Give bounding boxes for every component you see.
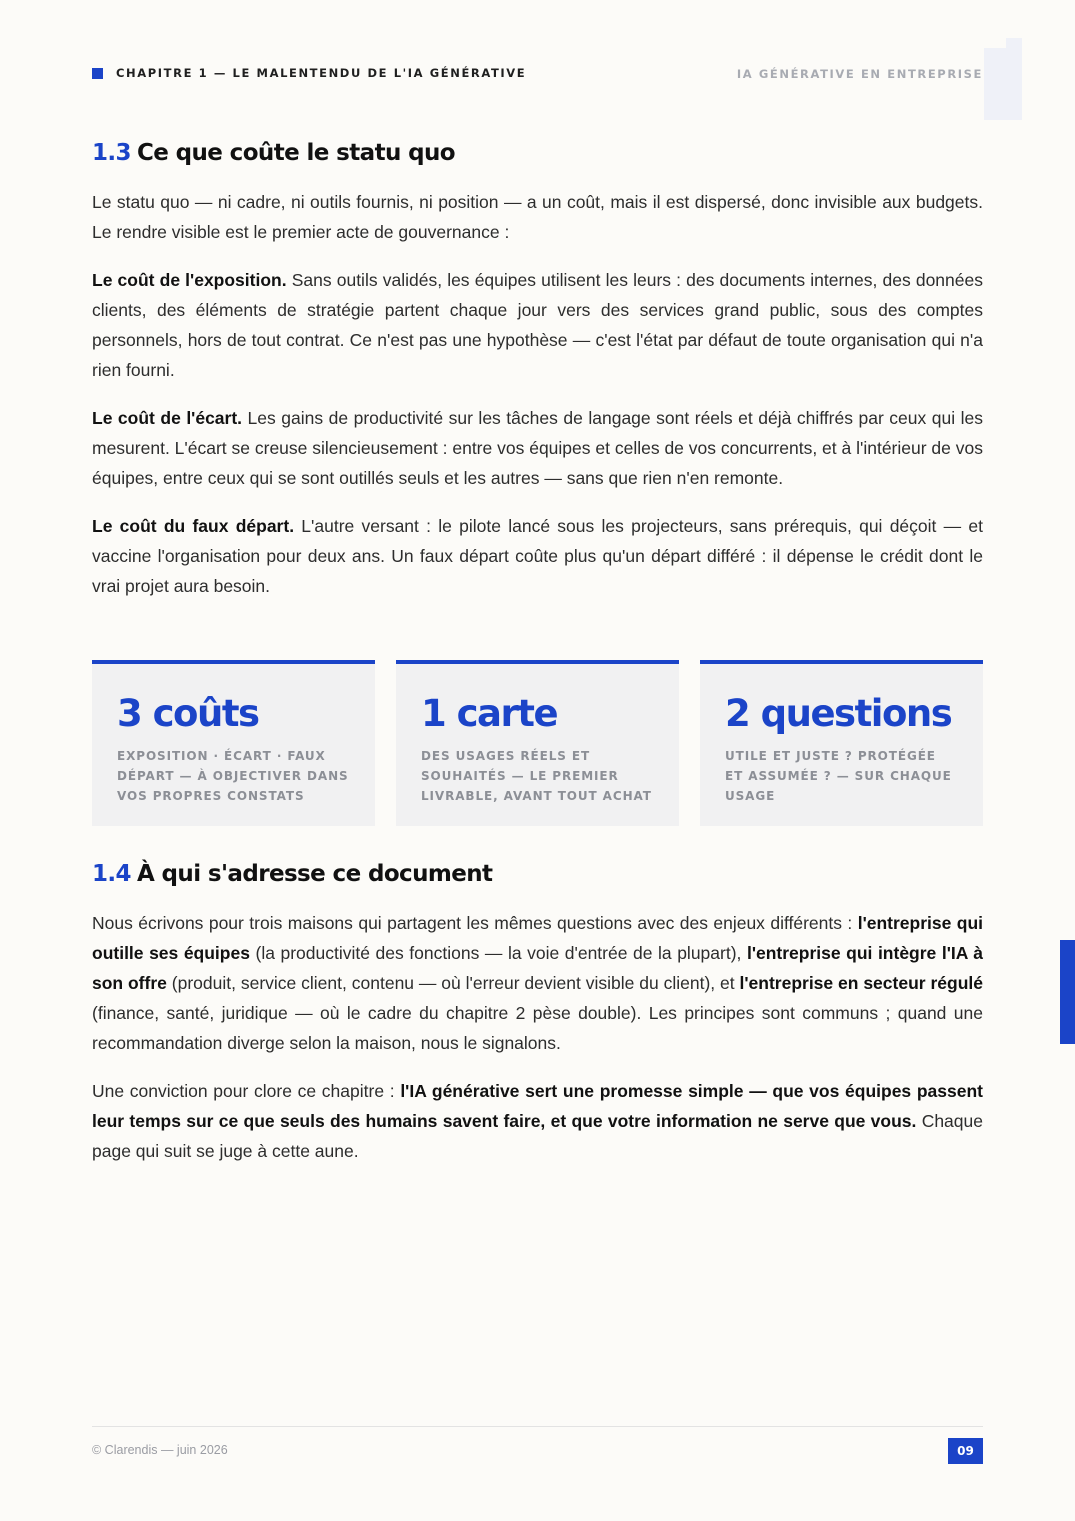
conviction-bold: l'IA générative sert une promesse simple — que vos équipes passent leur temps sur ce que seuls des humains savent faire, et que votre information ne serve que vous. bbox=[92, 1081, 983, 1131]
chapter-marker-square bbox=[92, 68, 103, 79]
key-figures bbox=[92, 660, 983, 826]
page-number-badge: 09 bbox=[948, 1438, 983, 1464]
cost-exposure-paragraph bbox=[92, 265, 983, 385]
cost-gap-paragraph bbox=[92, 403, 983, 493]
running-header bbox=[92, 66, 983, 82]
section-title: À qui s'adresse ce document bbox=[136, 861, 493, 887]
audience-bold: l'entreprise qui outille ses équipes bbox=[92, 913, 984, 963]
footer-divider bbox=[92, 1426, 983, 1427]
cost-exposure-lead: Le coût de l'exposition. bbox=[92, 270, 287, 290]
conviction-paragraph bbox=[92, 1076, 983, 1166]
audience-bold: l'entreprise qui intègre l'IA à son offre bbox=[92, 943, 983, 993]
audience-text: Nous écrivons pour trois maisons qui partagent les mêmes questions avec des enjeux différents : bbox=[92, 913, 858, 933]
cost-exposure-text: Sans outils validés, les équipes utilisent les leurs : des documents internes, des données clients, des éléments de stratégie partent chaque jour vers des services grand public, sous des comptes personnels, hors de tout contrat. Ce n'est pas une hypothèse — c'est l'état par défaut de toute organisation qui n'a rien fourni. bbox=[92, 270, 983, 380]
stat-caption: UTILE ET JUSTE ? PROTÉGÉE ET ASSUMÉE ? — SUR CHAQUE USAGE bbox=[725, 749, 952, 803]
stat-card bbox=[92, 660, 375, 826]
stat-card bbox=[700, 660, 983, 826]
section-heading bbox=[92, 861, 983, 887]
audience-text: (finance, santé, juridique — où le cadre du chapitre 2 pèse double). Les principes sont communs ; quand une recommandation diverge selon la maison, nous le signalons. bbox=[92, 1003, 983, 1053]
chapter-number-decoration bbox=[984, 38, 1022, 120]
chapter-number-decoration-notch bbox=[984, 38, 1006, 48]
audience-text: (la productivité des fonctions — la voie d'entrée de la plupart), bbox=[249, 943, 747, 963]
footer-copyright: © Clarendis — juin 2026 bbox=[92, 1443, 228, 1457]
section-1-4-body bbox=[92, 908, 983, 1166]
stat-caption: EXPOSITION · ÉCART · FAUX DÉPART — À OBJECTIVER DANS VOS PROPRES CONSTATS bbox=[117, 749, 349, 803]
cost-false-start-lead: Le coût du faux départ. bbox=[92, 516, 295, 536]
section-number: 1.3 bbox=[92, 140, 131, 166]
audience-text: (produit, service client, contenu — où l'erreur devient visible du client), et bbox=[166, 973, 740, 993]
audience-paragraph bbox=[92, 908, 983, 1058]
cost-gap-text: Les gains de productivité sur les tâches de langage sont réels et déjà chiffrés par ceux qui les mesurent. L'écart se creuse silencieusement : entre vos équipes et celles de vos concurrents, et à l'intérieur de vos équipes, entre ceux qui se sont outillés seuls et les autres — sans que rien n'en remonte. bbox=[92, 408, 984, 488]
stat-value: 3 coûts bbox=[117, 692, 259, 735]
section-1-3-body bbox=[92, 187, 983, 601]
section-number: 1.4 bbox=[92, 861, 131, 887]
stat-card bbox=[396, 660, 679, 826]
document-title: IA GÉNÉRATIVE EN ENTREPRISE bbox=[736, 67, 983, 81]
stat-value: 2 questions bbox=[725, 692, 952, 735]
section-heading bbox=[92, 140, 983, 166]
conviction-text: Chaque page qui suit se juge à cette aune. bbox=[92, 1111, 983, 1161]
cost-false-start-text: L'autre versant : le pilote lancé sous les projecteurs, sans prérequis, qui déçoit — et vaccine l'organisation pour deux ans. Un faux départ coûte plus qu'un départ différé : il dépense le crédit dont le vrai projet aura besoin. bbox=[92, 516, 983, 596]
section-1-4-heading bbox=[92, 861, 983, 887]
section-title: Ce que coûte le statu quo bbox=[136, 140, 456, 166]
cost-gap-lead: Le coût de l'écart. bbox=[92, 408, 243, 428]
conviction-text: Une conviction pour clore ce chapitre : bbox=[92, 1081, 401, 1101]
stat-value: 1 carte bbox=[421, 692, 558, 735]
chapter-side-tab bbox=[1060, 940, 1075, 1044]
chapter-title: CHAPITRE 1 — LE MALENTENDU DE L'IA GÉNÉRATIVE bbox=[116, 66, 527, 80]
cost-false-start-paragraph bbox=[92, 511, 983, 601]
section-1-3-heading bbox=[92, 140, 983, 166]
stat-caption: DES USAGES RÉELS ET SOUHAITÉS — LE PREMIER LIVRABLE, AVANT TOUT ACHAT bbox=[421, 749, 652, 803]
intro-paragraph: Le statu quo — ni cadre, ni outils fournis, ni position — a un coût, mais il est dispersé, donc invisible aux budgets. Le rendre visible est le premier acte de gouvernance : bbox=[92, 192, 983, 242]
audience-bold: l'entreprise en secteur régulé bbox=[739, 973, 983, 993]
